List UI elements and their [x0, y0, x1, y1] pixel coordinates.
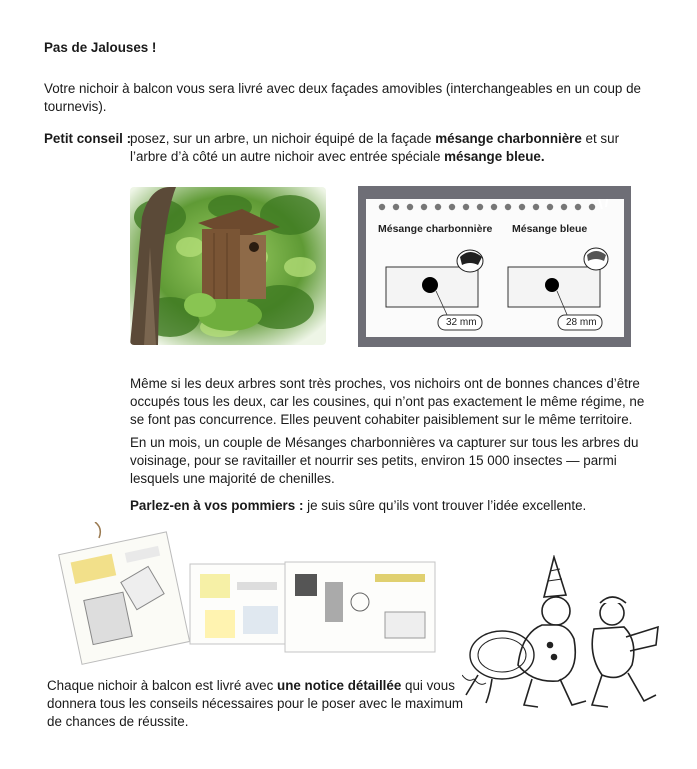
conseil-text-2: et sur l’arbre d’à côté un autre nichoir avec entrée spéciale [130, 131, 620, 164]
notice-text-2: qui vous donnera tous les conseils nécessaires pour le poser avec le maximum de chances de réussite. [47, 678, 464, 729]
conseil-bold-2: mésange bleue. [444, 149, 545, 164]
paragraph-notice [47, 677, 467, 731]
conseil-bold-1: mésange charbonnière [435, 131, 582, 146]
notice-text-1: Chaque nichoir à balcon est livré avec [47, 678, 278, 693]
page-title: Pas de Jalouses ! [44, 40, 157, 55]
nestbox-photo [130, 187, 326, 345]
pommiers-text: je suis sûre qu’ils vont trouver l’idée excellente. [303, 498, 587, 513]
entrance-diagram [358, 186, 631, 347]
gnomes-cartoon [462, 555, 662, 715]
diagram-card [366, 199, 624, 337]
paragraph-insectes: En un mois, un couple de Mésanges charbonnières va capturer sur tous les arbres du voisinage, pour se ravitailler et nourrir ses petits, environ 15 000 insectes — parmi lesquels une majorité de chenilles. [130, 435, 639, 486]
intro-paragraph: Votre nichoir à balcon vous sera livré avec deux façades amovibles (interchangeables en un coup de tournevis). [44, 81, 641, 114]
diagram-label-bleue: Mésange bleue [512, 223, 588, 235]
brochure-illustration [55, 522, 445, 672]
paragraph-pommiers [130, 497, 660, 515]
paragraph-cohabitation: Même si les deux arbres sont très proches, vos nichoirs ont de bonnes chances d’être occupés tous les deux, car les cousines, qui n’ont pas exactement le même régime, ne se font pas concurrence. Elles peuvent cohabiter paisiblement sur le même territoire. [130, 376, 645, 427]
diagram-size-left: 32 mm [446, 317, 477, 328]
conseil-label: Petit conseil : [44, 131, 132, 146]
diagram-size-right: 28 mm [566, 317, 597, 328]
conseil-text-1: posez, sur un arbre, un nichoir équipé de la façade [130, 131, 436, 146]
notice-bold: une notice détaillée [277, 678, 402, 693]
diagram-label-charbonniere: Mésange charbonnière [378, 223, 493, 235]
conseil-paragraph [130, 130, 654, 166]
pommiers-bold: Parlez-en à vos pommiers : [130, 498, 304, 513]
